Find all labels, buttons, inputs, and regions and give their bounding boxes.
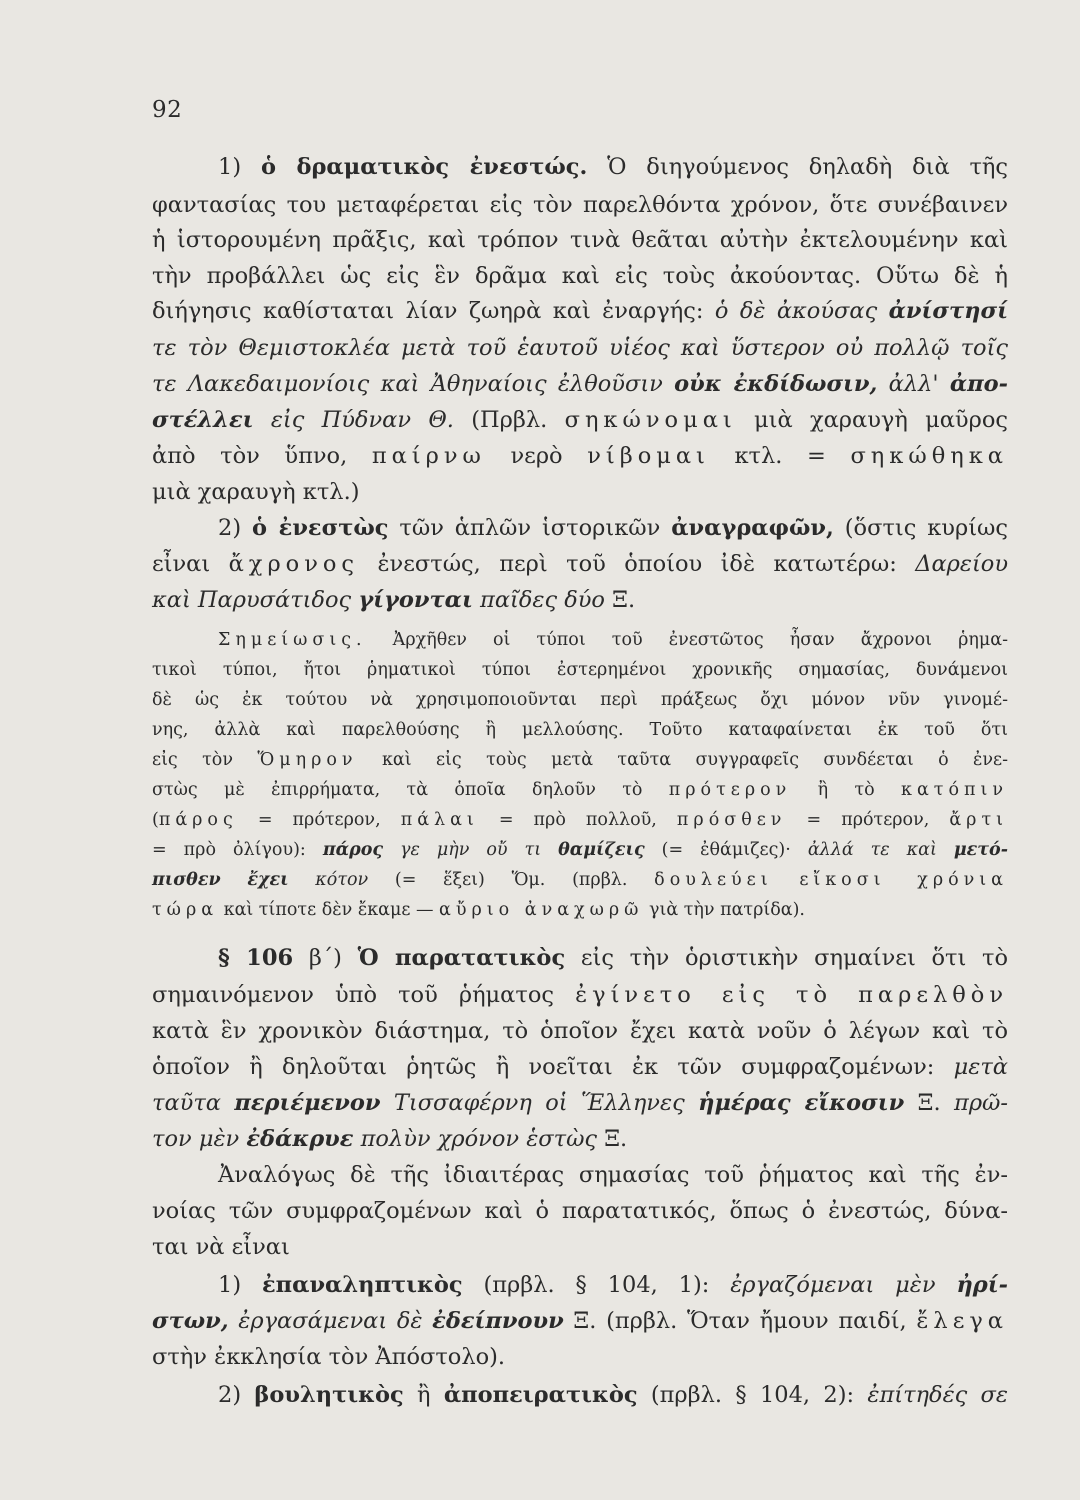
text-span: ταῦτα bbox=[152, 1090, 235, 1116]
text-line bbox=[152, 441, 1008, 471]
text-span: γιὰ τὴν πατρίδα). bbox=[643, 900, 805, 920]
text-span: (= ἕξει) Ὅμ. (πρβλ. bbox=[368, 870, 655, 890]
text-span: βουλητικὸς bbox=[254, 1382, 404, 1408]
text-span: νερὸ bbox=[485, 443, 588, 469]
text-span: μιὰ χαραυγὴ κτλ.) bbox=[152, 479, 360, 505]
text-span: Ὁ διηγούμενος δηλαδὴ διὰ τῆς bbox=[587, 154, 1009, 180]
text-span: ἐπίτηδές σε bbox=[867, 1382, 1008, 1408]
text-span: γε μὴν οὔ τι bbox=[383, 840, 559, 860]
text-span: ( bbox=[152, 810, 159, 830]
text-span: ἐγίνετο εἰς τὸ παρελθὸν bbox=[575, 982, 1009, 1008]
text-span: Ξ. bbox=[604, 1126, 628, 1152]
text-span: ἀποπειρατικὸς bbox=[443, 1382, 638, 1408]
text-span: ἄρτι bbox=[949, 810, 1008, 830]
text-span: 2) bbox=[218, 1382, 255, 1408]
text-span: Σημείωσις. bbox=[218, 630, 367, 650]
text-span: Ξ. bbox=[612, 587, 636, 613]
text-span: μετό- bbox=[953, 840, 1008, 860]
text-span: δουλεύει bbox=[654, 870, 773, 890]
text-span: μιὰ χαραυγὴ μαῦρος bbox=[736, 407, 1008, 433]
text-span: δὲ ὡς ἐκ τούτου νὰ χρησιμοποιοῦνται περὶ πράξεως ὄχι μόνον νῦν γινομέ- bbox=[152, 690, 1008, 710]
text-span: καὶ Παρυσάτιδος bbox=[152, 587, 359, 613]
text-span: διήγησις καθίσταται λίαν ζωηρὰ καὶ ἐναργής: bbox=[152, 298, 715, 324]
text-span: β΄) bbox=[293, 945, 358, 971]
text-span: τε Λακεδαιμονίοις καὶ Ἀθηναίοις ἐλθοῦσιν bbox=[152, 371, 675, 397]
text-line bbox=[152, 687, 1008, 713]
text-line bbox=[152, 980, 1008, 1010]
text-span: πάρος bbox=[322, 840, 384, 860]
text-span: παῖδες δύο bbox=[472, 587, 613, 613]
text-span: ἀπο- bbox=[949, 371, 1008, 397]
text-span: τικοὶ τύποι, ἤτοι ῥηματικοὶ τύποι ἐστερημένοι χρονικῆς σημασίας, δυνάμενοι bbox=[152, 660, 1008, 680]
text-span: (πρβλ. § 104, 1): bbox=[462, 1272, 731, 1298]
text-span: ἡ ἱστορουμένη πρᾶξις, καὶ τρόπον τινὰ θεᾶται αὐτὴν ἐκτελουμένην καὶ bbox=[152, 227, 1008, 253]
text-span: Ἀρχῆθεν οἱ τύποι τοῦ ἐνεστῶτος ἦσαν ἄχρονοι ῥημα- bbox=[366, 630, 1008, 650]
text-line bbox=[152, 225, 1008, 255]
text-span: ὁ δὲ ἀκούσας bbox=[714, 298, 889, 324]
text-line bbox=[152, 405, 1008, 435]
text-line bbox=[152, 1306, 1008, 1336]
text-span: τὴν προβάλλει ὡς εἰς ἓν δρᾶμα καὶ εἰς τοὺς ἀκούοντας. Οὕτω δὲ ἡ bbox=[152, 263, 1008, 289]
text-span: τῶν ἁπλῶν ἱστορικῶν bbox=[388, 515, 672, 541]
text-span: εἰς τὸν bbox=[152, 750, 258, 770]
text-span: πάρος bbox=[158, 810, 238, 830]
text-span: ἄχρονος bbox=[228, 551, 360, 577]
text-span: = πρὸ ὀλίγου): bbox=[152, 840, 323, 860]
text-span: ὁ δραματικὸς ἐνεστώς. bbox=[260, 154, 588, 180]
text-span: Δαρείου bbox=[915, 551, 1008, 577]
text-line bbox=[152, 1016, 1008, 1046]
text-line bbox=[152, 477, 1008, 507]
text-span: ἐδείπνουν bbox=[432, 1308, 564, 1334]
text-span: νοίας τῶν συμφραζομένων καὶ ὁ παρατατικός, ὅπως ὁ ἐνεστώς, δύνα- bbox=[152, 1198, 1008, 1224]
text-span: περιέμενον bbox=[234, 1090, 381, 1116]
text-span: εἰς τὴν ὁριστικὴν σημαίνει ὅτι τὸ bbox=[565, 945, 1008, 971]
text-line bbox=[218, 1270, 1008, 1300]
text-span: ἐργασάμεναι δὲ bbox=[228, 1308, 433, 1334]
text-line bbox=[218, 627, 1008, 653]
text-span: νίβομαι bbox=[587, 443, 710, 469]
text-line bbox=[152, 807, 1008, 833]
text-span: πρῶ- bbox=[954, 1090, 1008, 1116]
text-span: κότον bbox=[288, 870, 369, 890]
text-span: σηκώνομαι bbox=[564, 407, 737, 433]
text-span: αὔριο ἀναχωρῶ bbox=[439, 900, 644, 920]
text-span: θαμίζεις bbox=[558, 840, 645, 860]
text-line bbox=[152, 369, 1008, 399]
text-span: Ὅμηρον bbox=[257, 750, 358, 770]
text-line bbox=[152, 190, 1008, 220]
text-span: ἐδάκρυε bbox=[246, 1126, 354, 1152]
text-line bbox=[152, 1232, 1008, 1262]
text-span: 1) bbox=[218, 1272, 262, 1298]
text-line bbox=[152, 585, 1008, 615]
text-span: 1) bbox=[218, 154, 261, 180]
text-span: Ὁ παρατατικὸς bbox=[357, 945, 566, 971]
text-span: (Πρβλ. bbox=[471, 407, 565, 433]
text-span: τε τὸν Θεμιστοκλέα μετὰ τοῦ ἑαυτοῦ υἱέος καὶ ὕστερον οὐ πολλῷ τοῖς bbox=[152, 335, 1008, 361]
text-span: φαντασίας του μεταφέρεται εἰς τὸν παρελθόντα χρόνον, ὅτε συνέβαινεν bbox=[152, 192, 1008, 218]
text-span: πρότερον bbox=[668, 780, 792, 800]
text-span: = πρότερον, bbox=[237, 810, 401, 830]
text-line bbox=[152, 747, 1008, 773]
text-line bbox=[152, 777, 1008, 803]
text-span: ἀπὸ τὸν ὕπνο, bbox=[152, 443, 372, 469]
text-span: καὶ τίποτε δὲν ἔκαμε — bbox=[218, 900, 440, 920]
text-span: ἀναγραφῶν, bbox=[671, 515, 834, 541]
text-line bbox=[152, 296, 1008, 326]
text-span: κτλ. = bbox=[709, 443, 851, 469]
text-span: κατὰ ἓν χρονικὸν διάστημα, τὸ ὁποῖον ἔχει κατὰ νοῦν ὁ λέγων καὶ τὸ bbox=[152, 1018, 1008, 1044]
text-line bbox=[218, 513, 1008, 543]
text-span: σηκώθηκα bbox=[850, 443, 1008, 469]
text-span: στέλλει bbox=[152, 407, 254, 433]
page-number: 92 bbox=[152, 97, 183, 123]
text-line bbox=[152, 261, 1008, 291]
text-span: εἰς Πύδναν Θ. bbox=[253, 407, 472, 433]
text-line bbox=[218, 1160, 1008, 1190]
text-span: (= ἐθάμιζες)· bbox=[644, 840, 808, 860]
text-span: ἢ bbox=[403, 1382, 444, 1408]
text-line bbox=[152, 1196, 1008, 1226]
text-span: Ξ. bbox=[904, 1090, 955, 1116]
text-span: πολὺν χρόνον ἑστὼς bbox=[353, 1126, 605, 1152]
text-line bbox=[152, 1088, 1008, 1118]
text-line bbox=[152, 717, 1008, 743]
text-span: τον μὲν bbox=[152, 1126, 247, 1152]
text-span bbox=[221, 870, 248, 890]
text-span: μετὰ bbox=[953, 1054, 1008, 1080]
text-span bbox=[773, 870, 800, 890]
text-span: εἶναι bbox=[152, 551, 229, 577]
text-span: ἔχει bbox=[247, 870, 289, 890]
text-line bbox=[218, 152, 1008, 182]
text-span: ἀνίστησί bbox=[888, 298, 1008, 324]
text-span: πρόσθεν bbox=[676, 810, 787, 830]
text-span: ται νὰ εἶναι bbox=[152, 1234, 290, 1260]
text-span: § 106 bbox=[218, 945, 294, 971]
text-line bbox=[152, 1342, 1008, 1372]
text-span: ἢ τὸ bbox=[791, 780, 902, 800]
text-span: πάλαι bbox=[400, 810, 479, 830]
text-line bbox=[152, 867, 1008, 893]
text-span: κατόπιν bbox=[901, 780, 1008, 800]
text-span: Ξ. (πρβλ. Ὅταν ἤμουν παιδί, bbox=[563, 1308, 917, 1334]
text-line bbox=[152, 549, 1008, 579]
text-span: στὴν ἐκκλησία τὸν Ἀπόστολο). bbox=[152, 1344, 506, 1370]
text-span: Τισσαφέρνη οἱ Ἕλληνες bbox=[380, 1090, 699, 1116]
text-span: ἐνεστώς, περὶ τοῦ ὁποίου ἰδὲ κατωτέρω: bbox=[359, 551, 916, 577]
text-span: (πρβλ. § 104, 2): bbox=[637, 1382, 868, 1408]
text-span: = πρὸ πολλοῦ, bbox=[478, 810, 677, 830]
text-span: στὼς μὲ ἐπιρρήματα, τὰ ὁποῖα δηλοῦν τὸ bbox=[152, 780, 669, 800]
text-span: οὐκ ἐκδίδωσιν, bbox=[674, 371, 878, 397]
text-line bbox=[152, 837, 1008, 863]
text-line bbox=[152, 333, 1008, 363]
text-span: (ὅστις κυρίως bbox=[833, 515, 1008, 541]
text-span: = πρότερον, bbox=[786, 810, 950, 830]
text-span: γίγονται bbox=[358, 587, 473, 613]
text-span: ἀλλ' bbox=[877, 371, 950, 397]
text-span: πισθεν bbox=[152, 870, 221, 890]
text-span: 2) bbox=[218, 515, 253, 541]
text-span: νης, ἀλλὰ καὶ παρελθούσης ἢ μελλούσης. Τοῦτο καταφαίνεται ἐκ τοῦ ὅτι bbox=[152, 720, 1008, 740]
text-span: ὁ ἐνεστὼς bbox=[252, 515, 389, 541]
text-span: ὁποῖον ἢ δηλοῦται ῥητῶς ἢ νοεῖται ἐκ τῶν συμφραζομένων: bbox=[152, 1054, 954, 1080]
text-span: ἡμέρας εἴκοσιν bbox=[698, 1090, 905, 1116]
text-line bbox=[218, 943, 1008, 973]
text-span: καὶ εἰς τοὺς μετὰ ταῦτα συγγραφεῖς συνδέεται ὁ ἐνε- bbox=[357, 750, 1008, 770]
text-span: τώρα bbox=[152, 900, 219, 920]
text-span: Ἀναλόγως δὲ τῆς ἰδιαιτέρας σημασίας τοῦ ῥήματος καὶ τῆς ἐν- bbox=[218, 1162, 1008, 1188]
text-line bbox=[152, 657, 1008, 683]
text-line bbox=[152, 897, 1008, 923]
text-span: ἀλλά τε καὶ bbox=[807, 840, 954, 860]
text-span: ἔλεγα bbox=[916, 1308, 1008, 1334]
text-span: ἐργαζόμεναι μὲν bbox=[730, 1272, 957, 1298]
text-span: σημαινόμενον ὑπὸ τοῦ ῥήματος bbox=[152, 982, 576, 1008]
text-span: παίρνω bbox=[371, 443, 486, 469]
text-span: ἐπαναληπτικὸς bbox=[261, 1272, 463, 1298]
text-line bbox=[152, 1052, 1008, 1082]
text-line bbox=[218, 1380, 1008, 1410]
text-span: ἠρί- bbox=[956, 1272, 1008, 1298]
text-line bbox=[152, 1124, 1008, 1154]
text-span: εἴκοσι χρόνια bbox=[799, 870, 1008, 890]
text-span: στων, bbox=[152, 1308, 229, 1334]
